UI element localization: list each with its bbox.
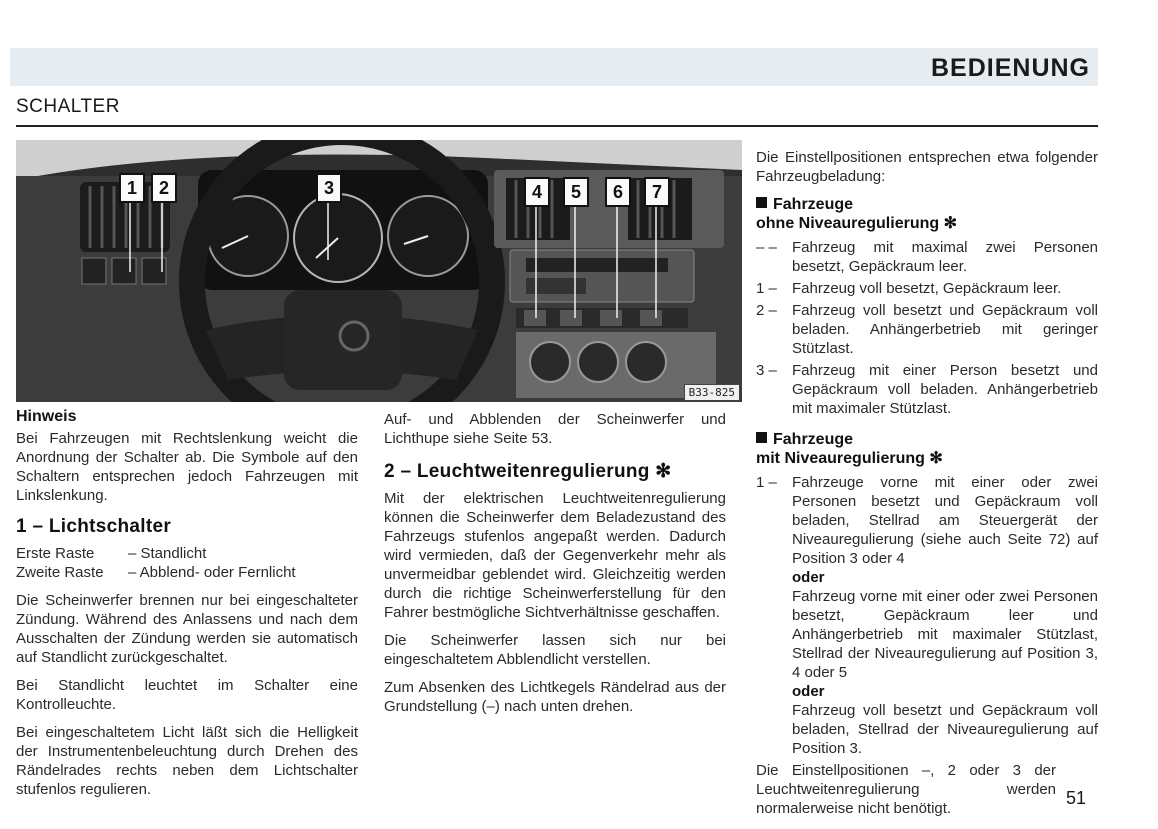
callout-5: 5 bbox=[563, 177, 589, 207]
item-marker: 1 – bbox=[756, 474, 777, 491]
mit-case-b: Fahrzeug vorne mit einer oder zwei Personen besetzt, Gepäckraum leer und Anhängerbetrieb mit maximaler Stützlast, Stellrad der Niveauregulierung auf Position 3, 4 oder 5 bbox=[792, 588, 1098, 681]
left-column bbox=[16, 407, 358, 808]
item-marker: 2 – bbox=[756, 302, 777, 319]
hinweis-title: Hinweis bbox=[16, 408, 77, 425]
item-text: Fahrzeug voll besetzt und Gepäckraum voll beladen. Anhängerbetrieb mit geringer Stützlast. bbox=[792, 302, 1098, 357]
ohne-heading-line-2: ohne Niveauregulierung ✻ bbox=[756, 215, 957, 232]
hinweis-text: Bei Fahrzeugen mit Rechtslenkung weicht die Anordnung der Schalter ab. Die Symbole auf den Schaltern entsprechen jedoch Fahrzeugen mit Linkslenkung. bbox=[16, 430, 358, 504]
callout-3: 3 bbox=[316, 173, 342, 203]
lwr-paragraph-1: Mit der elektrischen Leuchtweitenregulierung können die Scheinwerfer dem Beladezustand des Fahrzeugs stufenlos angepaßt werden. Dadurch wird vermieden, daß der Gegenverkehr mehr als unvermeidbar geblendet wird. Gleichzeitig werden durch die richtige Scheinwerferstellung für den Fahrer bestmögliche Sichtverhältnisse geschaffen. bbox=[384, 490, 726, 621]
ohne-heading bbox=[756, 195, 1098, 233]
bullet-square-icon bbox=[756, 197, 767, 208]
item-text: Fahrzeug mit einer Person besetzt und Gepäckraum voll beladen. Anhängerbetrieb mit maximaler Stützlast. bbox=[792, 362, 1098, 417]
ohne-heading-line-1: Fahrzeuge bbox=[773, 196, 854, 213]
callout-6: 6 bbox=[605, 177, 631, 207]
mit-case-a: Fahrzeuge vorne mit einer oder zwei Personen besetzt und Gepäckraum voll beladen, Stellrad am Steuergerät der Niveauregulierung (siehe auch Seite 72) auf Position 3 oder 4 bbox=[792, 474, 1098, 567]
raste-value: – Standlicht bbox=[128, 545, 207, 562]
raste-row-1 bbox=[16, 544, 358, 563]
licht-paragraph-3: Bei eingeschaltetem Licht läßt sich die Helligkeit der Instrumentenbeleuchtung durch Drehen des Rändelrades rechts neben dem Lichtschalter stufenlos regulieren. bbox=[16, 724, 358, 798]
abblenden-paragraph: Auf- und Abblenden der Scheinwerfer und Lichthupe siehe Seite 53. bbox=[384, 411, 726, 447]
intro-paragraph: Die Einstellpositionen entsprechen etwa folgender Fahrzeugbeladung: bbox=[756, 149, 1098, 185]
callout-7: 7 bbox=[644, 177, 670, 207]
item-text: Fahrzeug mit maximal zwei Personen besetzt, Gepäckraum leer. bbox=[792, 239, 1098, 275]
header-band bbox=[10, 48, 1098, 86]
raste-label: Zweite Raste bbox=[16, 564, 104, 581]
item-marker: – – bbox=[756, 239, 777, 256]
section-title: SCHALTER bbox=[16, 96, 120, 117]
mit-case-c: Fahrzeug voll besetzt und Gepäckraum voll beladen, Stellrad der Niveauregulierung auf Position 3. bbox=[792, 702, 1098, 757]
right-column bbox=[756, 148, 1098, 827]
figure-code: B33-825 bbox=[684, 384, 740, 401]
ohne-item bbox=[756, 301, 1098, 358]
licht-paragraph-1: Die Scheinwerfer brennen nur bei eingeschalteter Zündung. Während des Anlassens und nach dem Ausschalten der Zündung werden sie automatisch auf Standlicht zurückgeschaltet. bbox=[16, 592, 358, 666]
middle-column bbox=[384, 410, 726, 725]
item-marker: 3 – bbox=[756, 362, 777, 379]
callout-1: 1 bbox=[119, 173, 145, 203]
oder-label: oder bbox=[792, 683, 825, 700]
mit-heading bbox=[756, 430, 1098, 468]
callout-4: 4 bbox=[524, 177, 550, 207]
dashboard-photo bbox=[16, 140, 742, 402]
raste-label: Erste Raste bbox=[16, 545, 95, 562]
lichtschalter-title: 1 – Lichtschalter bbox=[16, 516, 172, 537]
item-text: Fahrzeug voll besetzt, Gepäckraum leer. bbox=[792, 280, 1062, 297]
oder-label: oder bbox=[792, 569, 825, 586]
lwr-paragraph-2: Die Scheinwerfer lassen sich nur bei eingeschaltetem Abblendlicht verstellen. bbox=[384, 632, 726, 668]
mit-heading-line-1: Fahrzeuge bbox=[773, 431, 854, 448]
mit-item-body bbox=[792, 473, 1098, 758]
header-rule bbox=[16, 125, 1098, 127]
raste-row-2 bbox=[16, 563, 358, 582]
licht-paragraph-2: Bei Standlicht leuchtet im Schalter eine Kontrolleuchte. bbox=[16, 677, 358, 713]
mit-heading-line-2: mit Niveauregulierung ✻ bbox=[756, 450, 943, 467]
ohne-item bbox=[756, 279, 1098, 298]
lwr-title: 2 – Leuchtweitenregulierung ✻ bbox=[384, 461, 672, 482]
bullet-square-icon bbox=[756, 432, 767, 443]
ohne-item bbox=[756, 361, 1098, 418]
chapter-title: BEDIENUNG bbox=[930, 54, 1090, 82]
mit-item bbox=[756, 473, 1098, 758]
page-number: 51 bbox=[1066, 788, 1087, 808]
outro-paragraph: Die Einstellpositionen –, 2 oder 3 der Leuchtweitenregulierung werden normalerweise nicht benötigt. bbox=[756, 762, 1056, 817]
lwr-paragraph-3: Zum Absenken des Lichtkegels Rändelrad aus der Grundstellung (–) nach unten drehen. bbox=[384, 679, 726, 715]
ohne-item bbox=[756, 238, 1098, 276]
item-marker: 1 – bbox=[756, 280, 777, 297]
raste-value: – Abblend- oder Fernlicht bbox=[128, 564, 296, 581]
callout-2: 2 bbox=[151, 173, 177, 203]
